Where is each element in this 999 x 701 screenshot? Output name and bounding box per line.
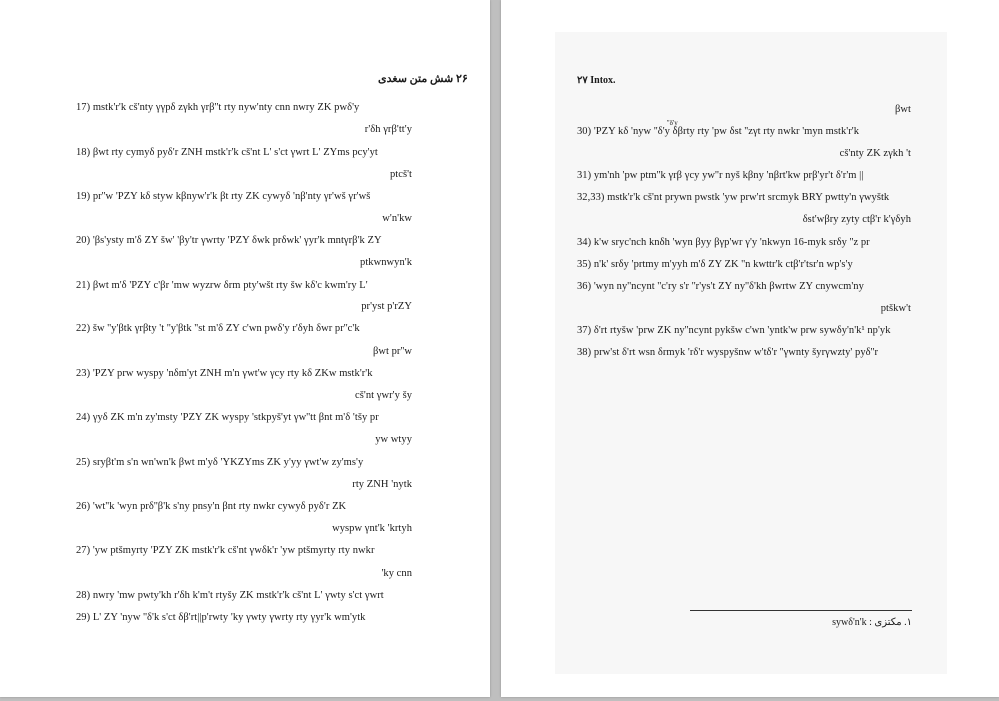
text-line: 18) βwt rty cymyδ pyδ'r ZNH mstk'r'k cš'nt L' s'ct γwrt L' ZYms pcy'yt — [76, 147, 378, 158]
left-page — [0, 0, 490, 697]
text-line: 38) prw'st δ'rt wsn δrmyk 'rδ'r wyspyšnw w'tδ'r ''γwnty šyrγwzty' pyδ''r — [577, 347, 879, 358]
text-line: βwt pr''w — [372, 346, 412, 357]
text-line: r'δh γrβ'tt'y — [364, 124, 412, 135]
text-line: 20) 'βs'ysty m'δ ZY šw' 'βy'tr γwrty 'PZY δwk prδwk' γyr'k mntγrβ'k ZY — [76, 235, 382, 246]
text-line: 23) 'PZY prw wyspy 'nδm'yt ZNH m'n γwt'w γcy rty kδ ZKw mstk'r'k — [76, 368, 373, 379]
text-line: 'ky cnn — [381, 568, 412, 579]
text-line: 19) pr''w 'PZY kδ styw kβnyw'r'k βt rty ZK cywyδ 'nβ'nty γr'wš γr'wš — [76, 191, 371, 202]
text-line: w'n'kw — [382, 213, 412, 224]
superscript: ''δ'y — [667, 119, 678, 127]
text-line: δst'wβry zyty ctβ'r k'γδyh — [802, 214, 911, 225]
text-line: cš'nty ZK zγkh 't — [839, 148, 911, 159]
text-line: rty ZNH 'nytk — [352, 479, 412, 490]
footnote: ۱. مکتزی : sywδ'n'k — [832, 617, 912, 628]
text-line: yw wtyy — [375, 434, 412, 445]
text-line: 26) 'wt''k 'wyn prδ''β'k s'ny pnsy'n βnt rty nwkr cywyδ pyδ'r ZK — [76, 501, 347, 512]
text-line: 25) sryβt'm s'n wn'wn'k βwt m'yδ 'YKZYms ZK y'yy γwt'w zy'ms'y — [76, 457, 364, 468]
text-line: 32,33) mstk'r'k cš'nt prywn pwstk 'yw prw'rt srcmyk BRY pwtty'n γwyštk — [577, 192, 890, 203]
text-line: 37) δ'rt rtyšw 'prw ZK ny''ncynt pykšw c'wn 'yntk'w prw sywδy'n'k¹ np'yk — [577, 325, 891, 336]
text-line: 21) βwt m'δ 'PZY c'βr 'mw wyzrw δrm pty'wšt rty šw kδ'c kwm'ry L' — [76, 280, 368, 291]
text-line: 31) ym'nh 'pw ptm''k γrβ γcy yw''r nyš kβny 'nβrt'kw prβ'yr't δ'r'm || — [577, 170, 864, 181]
text-line: 22) šw ''y'βtk γrβty 't ''y'βtk ''st m'δ ZY c'wn pwδ'y r'δyh δwr pr''c'k — [76, 323, 360, 334]
text-line: ptkwnwyn'k — [360, 257, 412, 268]
left-page-header: ۲۶ شش متن سغدی — [378, 73, 468, 85]
right-page — [501, 0, 999, 697]
text-line: 30) 'PZY kδ 'nyw ''δ'y δβrty rty 'pw δst ''zγt rty nwkr 'myn mstk'r'k — [577, 126, 860, 137]
text-line: 24) γyδ ZK m'n zy'msty 'PZY ZK wyspy 'stkpyš'yt γw''tt βnt m'δ 'tšy pr — [76, 412, 379, 423]
text-line: pr'yst p'rZY — [361, 301, 412, 312]
text-line: βwt — [895, 104, 911, 115]
footnote-rule — [690, 610, 912, 611]
text-line: 17) mstk'r'k cš'nty γγpδ zγkh γrβ''t rty nyw'nty cnn nwry ZK pwδ'y — [76, 102, 360, 113]
text-line: wyspw γnt'k 'krtyh — [332, 523, 412, 534]
right-page-header: ۲۷ Intox. — [577, 75, 616, 86]
text-line: 27) 'yw ptšmyrty 'PZY ZK mstk'r'k cš'nt γwδk'r 'yw ptšmyrty rty nwkr — [76, 545, 375, 556]
text-line: 28) nwry 'mw pwty'kh r'δh k'm't rtyšy ZK mstk'r'k cš'nt L' γwty s'ct γwrt — [76, 590, 384, 601]
text-line: ptškw't — [880, 303, 911, 314]
text-line: ptcš't — [389, 169, 412, 180]
text-line: 29) L' ZY 'nyw ''δ'k s'ct δβ'rt||p'rwty 'ky γwty γwrty rty γyr'k wm'ytk — [76, 612, 366, 623]
text-line: 34) k'w sryc'nch knδh 'wyn βyy βγp'wr γ'y 'nkwyn 16-myk srδy ''z pr — [577, 237, 870, 248]
text-line: 35) n'k' srδy 'prtmy m'yyh m'δ ZY ZK ''n kwttr'k ctβ'r'tsr'n wp's'y — [577, 259, 853, 270]
text-line: 36) 'wyn ny''ncynt ''c'ry s'r ''r'ys't ZY ny''δ'kh βwrtw ZY cnywcm'ny — [577, 281, 864, 292]
text-line: cš'nt γwr'y šy — [355, 390, 412, 401]
